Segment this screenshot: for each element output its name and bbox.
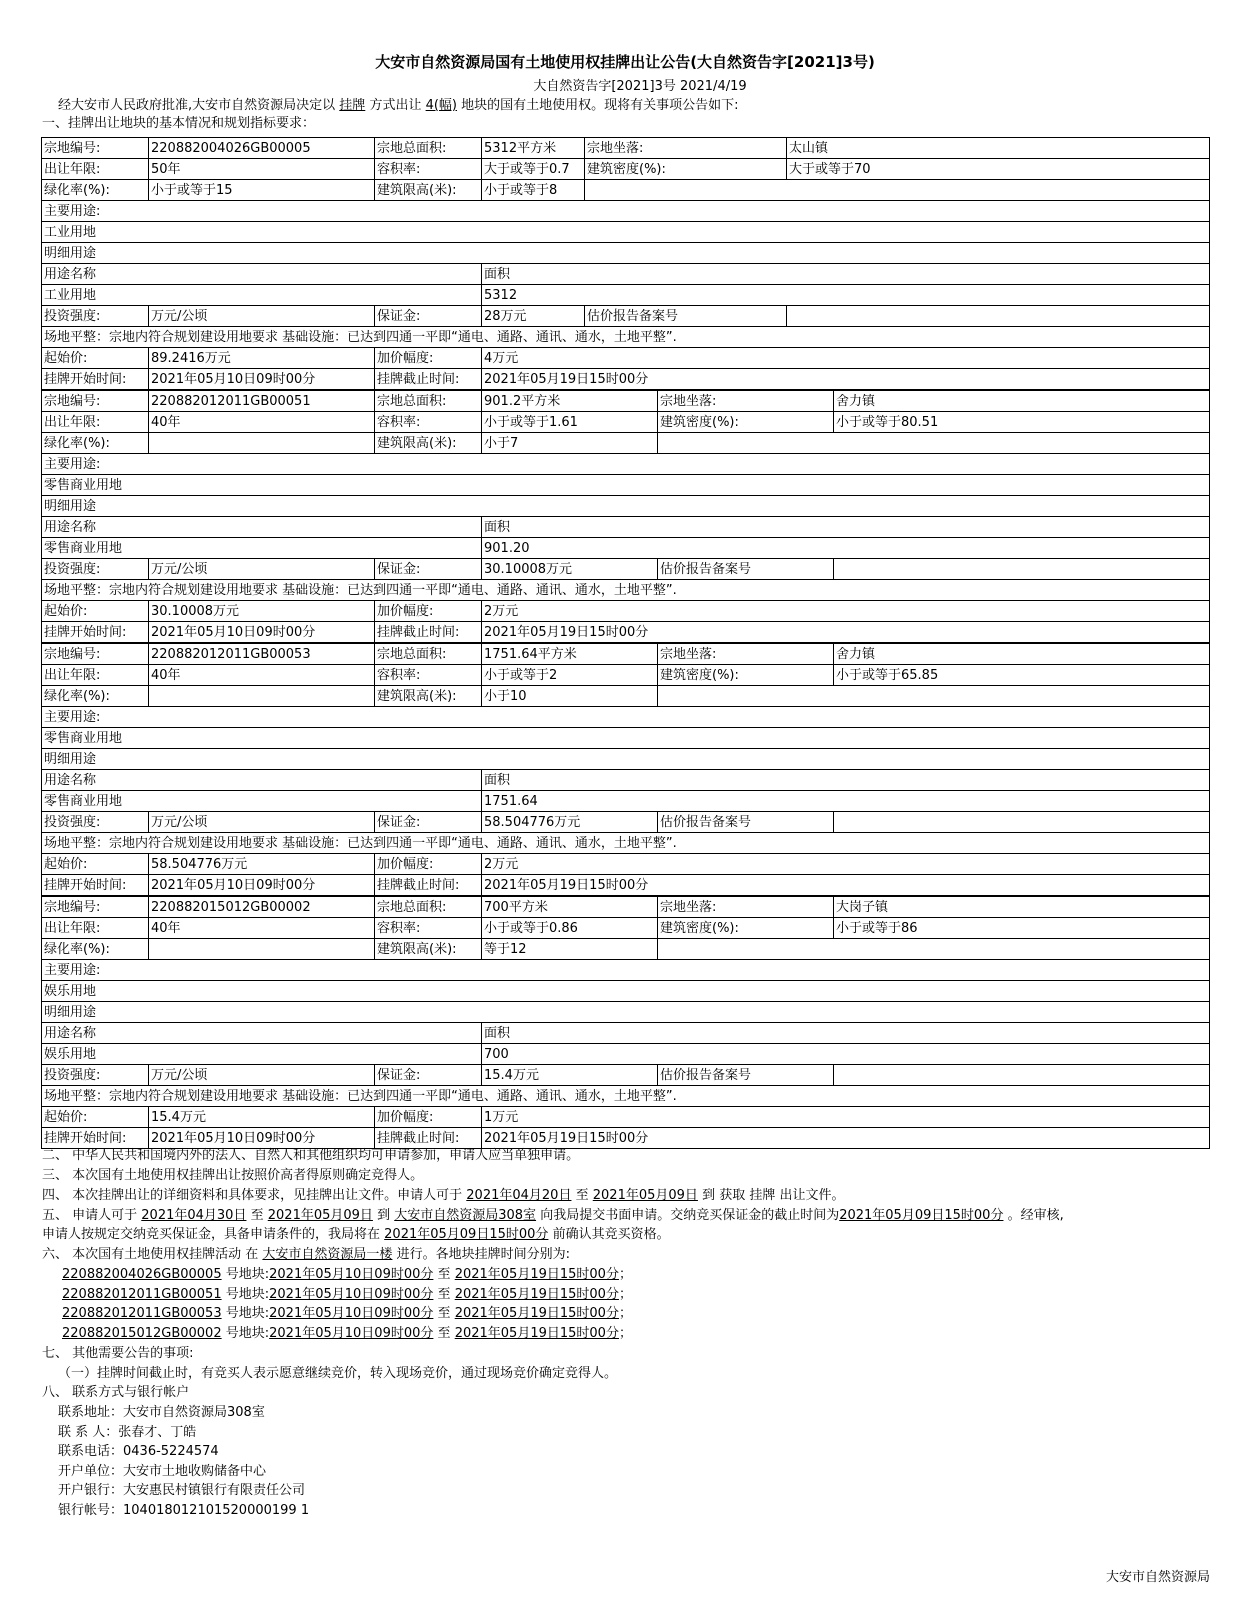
parcel-deposit: 15.4万元 [482, 1065, 658, 1086]
parcel-far: 小于或等于0.86 [482, 918, 658, 939]
parcel-area: 1751.64平方米 [482, 644, 658, 665]
area-label: 宗地总面积: [375, 897, 482, 918]
parcel-use-name: 娱乐用地 [42, 1044, 482, 1065]
parcel-term: 40年 [149, 665, 375, 686]
parcel-density: 小于或等于65.85 [834, 665, 1210, 686]
s5-place: 大安市自然资源局308室 [394, 1208, 537, 1223]
parcel-term: 50年 [149, 159, 375, 180]
doc-number-date: 大自然资告字[2021]3号 2021/4/19 [533, 79, 747, 94]
parcel-main-use: 娱乐用地 [42, 981, 1210, 1002]
schedule-end-mark: ； [618, 1325, 632, 1341]
parcel-increment: 4万元 [482, 348, 1210, 369]
parcel-table [41, 390, 1210, 643]
schedule-start: 2021年05月10日09时00分 [269, 1267, 434, 1282]
listing-end-label: 挂牌截止时间: [375, 1128, 482, 1149]
main-use-label: 主要用途: [42, 201, 1210, 222]
schedule-end-mark: ； [618, 1306, 632, 1321]
location-label: 宗地坐落: [658, 644, 834, 665]
parcel-table [41, 896, 1210, 1149]
parcel-deposit: 28万元 [482, 306, 585, 327]
s4-from-date: 2021年04月20日 [466, 1188, 572, 1203]
section-1-heading: 一、挂牌出让地块的基本情况和规划指标要求： [42, 116, 316, 131]
parcel-green [149, 433, 375, 454]
parcel-height: 小于7 [482, 433, 658, 454]
s5-text-post: 。经审核, [1007, 1208, 1064, 1223]
appraisal-label: 估价报告备案号 [658, 812, 834, 833]
s5-to-date: 2021年05月09日 [267, 1208, 373, 1223]
parcel-height: 小于10 [482, 686, 658, 707]
height-label: 建筑限高(米): [375, 939, 482, 960]
site-prep-note: 场地平整：宗地内符合规划建设用地要求 基础设施：已达到四通一平即“通电、通路、通讯、通水，土地平整”. [42, 580, 1210, 601]
s5-from-date: 2021年04月30日 [141, 1208, 247, 1223]
appraisal-label: 估价报告备案号 [658, 1065, 834, 1086]
parcel-deposit: 30.10008万元 [482, 559, 658, 580]
parcel-main-use: 零售商业用地 [42, 475, 1210, 496]
intro-paragraph [58, 97, 739, 114]
invest-unit: 万元/公顷 [149, 812, 375, 833]
far-label: 容积率: [375, 159, 482, 180]
invest-label: 投资强度: [42, 812, 149, 833]
appraisal-value [834, 812, 1210, 833]
s4-to-date: 2021年05月09日 [592, 1188, 698, 1203]
parcel-location: 舍力镇 [834, 644, 1210, 665]
section-7: 七、 其他需要公告的事项: [42, 1346, 194, 1361]
density-label: 建筑密度(%): [658, 665, 834, 686]
parcel-area: 901.2平方米 [482, 391, 658, 412]
start-price-label: 起始价: [42, 601, 149, 622]
parcel-start-time: 2021年05月10日09时00分 [149, 622, 375, 643]
parcel-start-time: 2021年05月10日09时00分 [149, 369, 375, 390]
use-name-header: 用途名称 [42, 1023, 482, 1044]
listing-end-label: 挂牌截止时间: [375, 622, 482, 643]
parcel-far: 小于或等于2 [482, 665, 658, 686]
increment-label: 加价幅度: [375, 601, 482, 622]
height-label: 建筑限高(米): [375, 180, 482, 201]
parcel-green: 小于或等于15 [149, 180, 375, 201]
appraisal-value [834, 559, 1210, 580]
empty-cell [658, 939, 1210, 960]
code-label: 宗地编号: [42, 644, 149, 665]
schedule-mid: 号地块: [225, 1325, 270, 1341]
parcel-green [149, 939, 375, 960]
green-label: 绿化率(%): [42, 686, 149, 707]
schedule-start: 2021年05月10日09时00分 [269, 1306, 434, 1321]
increment-label: 加价幅度: [375, 1107, 482, 1128]
increment-label: 加价幅度: [375, 348, 482, 369]
term-label: 出让年限: [42, 665, 149, 686]
increment-label: 加价幅度: [375, 854, 482, 875]
invest-unit: 万元/公顷 [149, 306, 375, 327]
parcel-use-area: 901.20 [482, 538, 1210, 559]
green-label: 绿化率(%): [42, 939, 149, 960]
density-label: 建筑密度(%): [585, 159, 787, 180]
intro-text-post: 地块的国有土地使用权。现将有关事项公告如下: [461, 98, 739, 113]
listing-start-label: 挂牌开始时间: [42, 1128, 149, 1149]
deposit-label: 保证金: [375, 1065, 482, 1086]
parcel-use-area: 1751.64 [482, 791, 1210, 812]
schedule-start: 2021年05月10日09时00分 [269, 1325, 434, 1341]
parcel-increment: 2万元 [482, 601, 1210, 622]
parcel-main-use: 零售商业用地 [42, 728, 1210, 749]
site-prep-note: 场地平整：宗地内符合规划建设用地要求 基础设施：已达到四通一平即“通电、通路、通讯、通水，土地平整”. [42, 833, 1210, 854]
main-use-label: 主要用途: [42, 707, 1210, 728]
listing-end-label: 挂牌截止时间: [375, 875, 482, 896]
s5-confirm-date: 2021年05月09日15时00分 [384, 1227, 549, 1242]
schedule-row [62, 1305, 632, 1322]
parcel-code: 220882015012GB00002 [149, 897, 375, 918]
intro-text: 经大安市人民政府批准,大安市自然资源局决定以 [58, 98, 336, 113]
schedule-row [62, 1325, 632, 1342]
listing-start-label: 挂牌开始时间: [42, 875, 149, 896]
parcel-density: 小于或等于80.51 [834, 412, 1210, 433]
appraisal-value [787, 306, 1210, 327]
schedule-end: 2021年05月19日15时00分 [454, 1325, 619, 1341]
location-label: 宗地坐落: [658, 897, 834, 918]
area-label: 宗地总面积: [375, 391, 482, 412]
parcel-start-time: 2021年05月10日09时00分 [149, 875, 375, 896]
page-title: 大安市自然资源局国有土地使用权挂牌出让公告(大自然资告字[2021]3号) [375, 53, 875, 71]
deposit-label: 保证金: [375, 306, 482, 327]
schedule-end: 2021年05月19日15时00分 [454, 1286, 619, 1302]
parcel-area: 5312平方米 [482, 138, 585, 159]
parcel-use-area: 5312 [482, 285, 1210, 306]
main-use-label: 主要用途: [42, 960, 1210, 981]
parcel-location: 太山镇 [787, 138, 1210, 159]
s5-text-mid2: 向我局提交书面申请。交纳竞买保证金的截止时间为 [540, 1208, 840, 1223]
start-price-label: 起始价: [42, 1107, 149, 1128]
parcel-start-price: 30.10008万元 [149, 601, 375, 622]
detail-use-label: 明细用途 [42, 243, 1210, 264]
contact-line: 开户单位：大安市土地收购储备中心 [58, 1463, 267, 1479]
parcel-use-name: 零售商业用地 [42, 791, 482, 812]
invest-unit: 万元/公顷 [149, 559, 375, 580]
section-5-line-2 [42, 1226, 670, 1243]
parcel-height: 小于或等于8 [482, 180, 585, 201]
parcel-start-time: 2021年05月10日09时00分 [149, 1128, 375, 1149]
parcel-height: 等于12 [482, 939, 658, 960]
parcel-use-area: 700 [482, 1044, 1210, 1065]
invest-label: 投资强度: [42, 306, 149, 327]
section-4 [42, 1187, 844, 1204]
parcel-location: 大岗子镇 [834, 897, 1210, 918]
code-label: 宗地编号: [42, 391, 149, 412]
start-price-label: 起始价: [42, 854, 149, 875]
parcel-far: 大于或等于0.7 [482, 159, 585, 180]
green-label: 绿化率(%): [42, 433, 149, 454]
schedule-to: 至 [437, 1325, 451, 1341]
green-label: 绿化率(%): [42, 180, 149, 201]
use-name-header: 用途名称 [42, 770, 482, 791]
section-3: 三、 本次国有土地使用权挂牌出让按照价高者得原则确定竞得人。 [42, 1168, 424, 1183]
schedule-mid: 号地块: [225, 1286, 270, 1302]
location-label: 宗地坐落: [585, 138, 787, 159]
site-prep-note: 场地平整：宗地内符合规划建设用地要求 基础设施：已达到四通一平即“通电、通路、通讯、通水，土地平整”. [42, 1086, 1210, 1107]
contact-line: 开户银行：大安惠民村镇银行有限责任公司 [58, 1483, 306, 1499]
parcel-start-price: 89.2416万元 [149, 348, 375, 369]
parcel-table [41, 137, 1210, 390]
parcel-code: 220882012011GB00053 [149, 644, 375, 665]
density-label: 建筑密度(%): [658, 918, 834, 939]
empty-cell [585, 180, 1210, 201]
deposit-label: 保证金: [375, 559, 482, 580]
listing-start-label: 挂牌开始时间: [42, 622, 149, 643]
use-name-header: 用途名称 [42, 517, 482, 538]
schedule-row [62, 1266, 632, 1283]
code-label: 宗地编号: [42, 897, 149, 918]
s5-deadline: 2021年05月09日15时00分 [839, 1208, 1004, 1223]
parcel-use-name: 零售商业用地 [42, 538, 482, 559]
parcel-use-name: 工业用地 [42, 285, 482, 306]
schedule-row [62, 1286, 632, 1303]
height-label: 建筑限高(米): [375, 686, 482, 707]
schedule-end: 2021年05月19日15时00分 [454, 1267, 619, 1282]
site-prep-note: 场地平整：宗地内符合规划建设用地要求 基础设施：已达到四通一平即“通电、通路、通讯、通水，土地平整”. [42, 327, 1210, 348]
intro-method: 挂牌 [339, 98, 366, 113]
s5-to: 至 [250, 1208, 264, 1223]
term-label: 出让年限: [42, 918, 149, 939]
schedule-code: 220882015012GB00002 [62, 1325, 222, 1341]
s4-text-post: 到 获取 挂牌 出让文件。 [702, 1188, 845, 1203]
empty-cell [658, 433, 1210, 454]
parcel-density: 小于或等于86 [834, 918, 1210, 939]
deposit-label: 保证金: [375, 812, 482, 833]
far-label: 容积率: [375, 918, 482, 939]
far-label: 容积率: [375, 665, 482, 686]
area-header: 面积 [482, 517, 1210, 538]
invest-label: 投资强度: [42, 1065, 149, 1086]
contact-line: 联系电话：0436-5224574 [58, 1444, 219, 1460]
s5-l2-text: 申请人按规定交纳竞买保证金，具备申请条件的，我局将在 [42, 1227, 381, 1242]
schedule-mid: 号地块: [225, 1306, 270, 1321]
section-2: 二、 中华人民共和国境内外的法人、自然人和其他组织均可申请参加，申请人应当单独申请。 [42, 1148, 580, 1163]
parcel-end-time: 2021年05月19日15时00分 [482, 875, 1210, 896]
area-header: 面积 [482, 264, 1210, 285]
parcel-end-time: 2021年05月19日15时00分 [482, 1128, 1210, 1149]
section-8: 八、 联系方式与银行帐户 [42, 1385, 190, 1400]
contact-line: 银行帐号：104018012101520000199 1 [58, 1503, 310, 1518]
parcel-area: 700平方米 [482, 897, 658, 918]
section-7-item: （一）挂牌时间截止时，有竞买人表示愿意继续竞价，转入现场竞价，通过现场竞价确定竞得人。 [58, 1366, 618, 1381]
parcel-far: 小于或等于1.61 [482, 412, 658, 433]
schedule-code: 220882012011GB00051 [62, 1286, 222, 1302]
signature: 大安市自然资源局 [1105, 1570, 1210, 1585]
schedule-to: 至 [437, 1306, 451, 1321]
parcel-start-price: 58.504776万元 [149, 854, 375, 875]
parcel-end-time: 2021年05月19日15时00分 [482, 622, 1210, 643]
intro-text-mid: 方式出让 [369, 98, 422, 113]
empty-cell [658, 686, 1210, 707]
area-header: 面积 [482, 1023, 1210, 1044]
parcel-term: 40年 [149, 918, 375, 939]
parcel-location: 舍力镇 [834, 391, 1210, 412]
parcel-table [41, 643, 1210, 896]
s4-to: 至 [575, 1188, 589, 1203]
invest-label: 投资强度: [42, 559, 149, 580]
s6-text: 六、 本次国有土地使用权挂牌活动 在 [42, 1247, 259, 1262]
parcel-green [149, 686, 375, 707]
schedule-end: 2021年05月19日15时00分 [454, 1306, 619, 1321]
schedule-code: 220882012011GB00053 [62, 1306, 222, 1321]
far-label: 容积率: [375, 412, 482, 433]
term-label: 出让年限: [42, 412, 149, 433]
parcel-code: 220882012011GB00051 [149, 391, 375, 412]
detail-use-label: 明细用途 [42, 749, 1210, 770]
area-label: 宗地总面积: [375, 644, 482, 665]
height-label: 建筑限高(米): [375, 433, 482, 454]
parcel-term: 40年 [149, 412, 375, 433]
schedule-end-mark: ； [618, 1286, 632, 1302]
s6-place: 大安市自然资源局一楼 [262, 1247, 393, 1262]
use-name-header: 用途名称 [42, 264, 482, 285]
contact-line: 联系地址：大安市自然资源局308室 [58, 1405, 265, 1420]
appraisal-label: 估价报告备案号 [585, 306, 787, 327]
schedule-end-mark: ； [618, 1267, 632, 1282]
invest-unit: 万元/公顷 [149, 1065, 375, 1086]
parcel-density: 大于或等于70 [787, 159, 1210, 180]
main-use-label: 主要用途: [42, 454, 1210, 475]
contact-line: 联 系 人：张春才、丁皓 [58, 1424, 197, 1440]
appraisal-label: 估价报告备案号 [658, 559, 834, 580]
density-label: 建筑密度(%): [658, 412, 834, 433]
detail-use-label: 明细用途 [42, 496, 1210, 517]
location-label: 宗地坐落: [658, 391, 834, 412]
parcel-increment: 1万元 [482, 1107, 1210, 1128]
parcel-code: 220882004026GB00005 [149, 138, 375, 159]
schedule-start: 2021年05月10日09时00分 [269, 1286, 434, 1302]
area-header: 面积 [482, 770, 1210, 791]
schedule-code: 220882004026GB00005 [62, 1267, 222, 1282]
schedule-to: 至 [437, 1267, 451, 1282]
schedule-to: 至 [437, 1286, 451, 1302]
appraisal-value [834, 1065, 1210, 1086]
term-label: 出让年限: [42, 159, 149, 180]
s5-text-mid: 到 [377, 1208, 391, 1223]
s4-text: 四、 本次挂牌出让的详细资料和具体要求，见挂牌出让文件。申请人可于 [42, 1188, 463, 1203]
intro-count: 4(幅) [425, 98, 458, 113]
section-5 [42, 1207, 1064, 1224]
listing-end-label: 挂牌截止时间: [375, 369, 482, 390]
section-6 [42, 1246, 570, 1263]
s5-text: 五、 申请人可于 [42, 1208, 138, 1223]
parcel-increment: 2万元 [482, 854, 1210, 875]
detail-use-label: 明细用途 [42, 1002, 1210, 1023]
s5-l2-post: 前确认其竞买资格。 [552, 1227, 670, 1242]
parcel-main-use: 工业用地 [42, 222, 1210, 243]
listing-start-label: 挂牌开始时间: [42, 369, 149, 390]
parcel-end-time: 2021年05月19日15时00分 [482, 369, 1210, 390]
start-price-label: 起始价: [42, 348, 149, 369]
parcel-deposit: 58.504776万元 [482, 812, 658, 833]
code-label: 宗地编号: [42, 138, 149, 159]
s6-text-post: 进行。各地块挂牌时间分别为: [396, 1247, 570, 1262]
area-label: 宗地总面积: [375, 138, 482, 159]
schedule-mid: 号地块: [225, 1267, 270, 1282]
parcel-start-price: 15.4万元 [149, 1107, 375, 1128]
